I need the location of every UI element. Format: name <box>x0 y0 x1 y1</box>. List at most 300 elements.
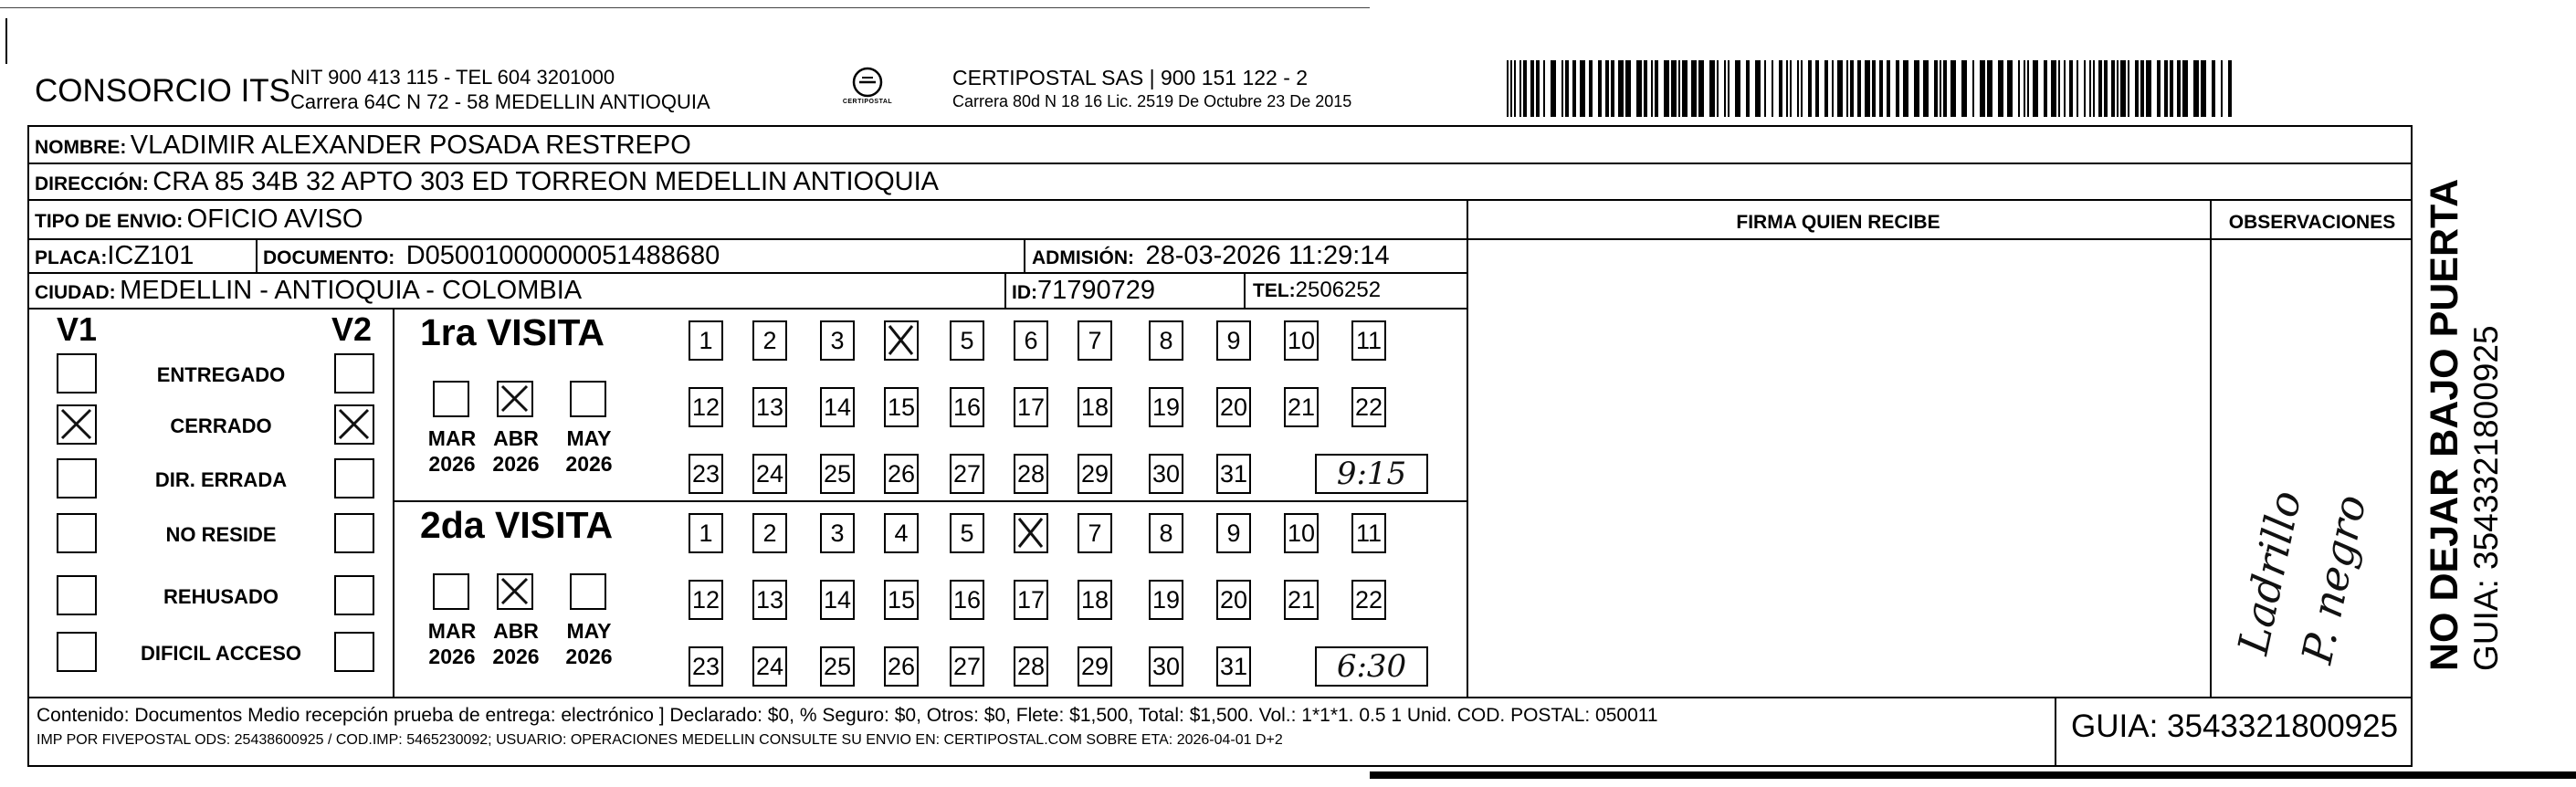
day-cell[interactable] <box>1014 320 1048 361</box>
day-cell[interactable] <box>884 320 919 361</box>
day-number: 1 <box>699 327 713 354</box>
barcode-bar <box>2120 60 2126 117</box>
day-number: 28 <box>1016 653 1046 680</box>
nombre-label: NOMBRE: <box>35 137 127 158</box>
barcode-bar <box>1510 60 1512 117</box>
month-name: MAR <box>427 619 477 643</box>
side-text-block <box>2422 160 2522 671</box>
barcode-bar <box>1824 60 1828 117</box>
day-number: 18 <box>1080 394 1109 421</box>
day-cell[interactable] <box>820 513 855 553</box>
day-cell[interactable] <box>820 580 855 620</box>
v1-checkbox[interactable] <box>57 353 97 394</box>
barcode-bar <box>2221 60 2223 117</box>
day-number: 20 <box>1219 394 1248 421</box>
day-number: 20 <box>1219 586 1248 614</box>
day-number: 22 <box>1354 586 1383 614</box>
day-cell[interactable] <box>689 513 723 553</box>
barcode-bar <box>1797 60 1799 117</box>
barcode-bar <box>1987 60 1992 117</box>
company-info-line2: Carrera 64C N 72 - 58 MEDELLIN ANTIOQUIA <box>290 90 710 113</box>
barcode-bar <box>2089 60 2091 117</box>
barcode-bar <box>1801 60 1803 117</box>
v1-checkbox[interactable] <box>57 575 97 615</box>
month-checkbox[interactable] <box>570 381 606 417</box>
barcode-bar <box>1644 60 1647 117</box>
day-cell[interactable] <box>950 513 984 553</box>
status-label: REHUSADO <box>163 585 279 608</box>
barcode-bar <box>1940 60 1941 117</box>
barcode-bar <box>2212 60 2215 117</box>
month-year: 2026 <box>492 645 540 668</box>
admision-value: 28-03-2026 11:29:14 <box>1145 241 1390 270</box>
day-number: 10 <box>1287 519 1316 547</box>
side-guia: GUIA: 3543321800925 <box>2467 325 2505 671</box>
day-number: 13 <box>755 394 784 421</box>
day-number: 2 <box>762 327 777 354</box>
firma-header: FIRMA QUIEN RECIBE <box>1736 212 1940 233</box>
day-number: 31 <box>1219 653 1248 680</box>
day-cell[interactable] <box>1078 513 1112 553</box>
time-note-box <box>1315 454 1428 494</box>
day-cell[interactable] <box>1078 580 1112 620</box>
direccion-value: CRA 85 34B 32 APTO 303 ED TORREON MEDELLIN ANTIOQUIA <box>152 167 939 196</box>
day-number: 16 <box>952 586 982 614</box>
time-note-box <box>1315 646 1428 687</box>
barcode-bar <box>2098 60 2102 117</box>
placa-row <box>35 241 194 271</box>
day-number: 1 <box>699 519 713 547</box>
v1-checkbox[interactable] <box>57 458 97 498</box>
v2-checkbox[interactable] <box>334 513 374 553</box>
day-number: 17 <box>1016 394 1046 421</box>
barcode-bar <box>2033 60 2038 117</box>
barcode-bar <box>1790 60 1792 117</box>
day-number: 12 <box>691 586 720 614</box>
barcode-bar <box>2084 60 2086 117</box>
tipo-value: OFICIO AVISO <box>186 205 363 234</box>
row-line-4 <box>27 272 1467 274</box>
no-dejar-bajo-puerta: NO DEJAR BAJO PUERTA <box>2423 178 2466 671</box>
v2-checkbox[interactable] <box>334 353 374 394</box>
barcode-bar <box>1543 60 1545 117</box>
observaciones-note-line2: P. negro <box>2292 490 2376 668</box>
status-label: ENTREGADO <box>156 363 286 386</box>
day-x-mark-icon <box>1015 515 1046 551</box>
id-label: ID: <box>1012 282 1037 303</box>
day-cell[interactable] <box>1216 454 1251 494</box>
status-divider <box>393 308 394 697</box>
footer-guia: GUIA: 3543321800925 <box>2071 708 2399 744</box>
day-number: 7 <box>1088 327 1102 354</box>
day-cell[interactable] <box>1216 646 1251 687</box>
barcode-bar <box>1934 60 1938 117</box>
month-year: 2026 <box>428 645 476 668</box>
month-name: MAR <box>427 426 477 450</box>
visit-divider <box>393 500 1467 502</box>
row-line-3 <box>27 238 2413 240</box>
month-checkbox[interactable] <box>497 381 533 417</box>
day-number: 9 <box>1226 327 1241 354</box>
time-note: 9:15 <box>1336 456 1407 492</box>
placa-divider <box>256 238 258 272</box>
day-cell[interactable] <box>1014 513 1048 553</box>
day-number: 14 <box>823 394 852 421</box>
barcode-bar <box>1746 60 1750 117</box>
tel-row <box>1253 278 1381 303</box>
day-number: 5 <box>960 327 974 354</box>
tipo-label: TIPO DE ENVIO: <box>35 211 184 232</box>
tipo-row <box>35 205 363 235</box>
day-cell[interactable] <box>1014 646 1048 687</box>
day-cell[interactable] <box>1284 320 1319 361</box>
company-name: CONSORCIO ITS <box>35 73 291 109</box>
barcode-bar <box>1636 60 1642 117</box>
day-number: 28 <box>1016 460 1046 488</box>
barcode-bar <box>1914 60 1919 117</box>
barcode-bar <box>1837 60 1843 117</box>
day-number: 24 <box>755 460 784 488</box>
day-number: 31 <box>1219 460 1248 488</box>
barcode-bar <box>1523 60 1527 117</box>
footer-content-line1: Contenido: Documentos Medio recepción prueba de entrega: electrónico ] Declarado: $0, % Seguro: $0, Otros: $0, Flete: $1,500, Total: $1,500. Vol.: 1*1*1. 0.5 1 Unid. COD. POSTAL: 050011 <box>37 705 1658 726</box>
month-name: ABR <box>493 619 539 643</box>
day-number: 6 <box>1024 327 1038 354</box>
day-number: 18 <box>1080 586 1109 614</box>
day-number: 10 <box>1287 327 1316 354</box>
barcode-bar <box>1779 60 1782 117</box>
day-cell[interactable] <box>1149 454 1183 494</box>
day-cell[interactable] <box>1284 513 1319 553</box>
day-cell[interactable] <box>950 320 984 361</box>
day-cell[interactable] <box>820 454 855 494</box>
barcode-bar <box>1691 60 1697 117</box>
direccion-row <box>35 167 939 197</box>
barcode-bar <box>1709 60 1715 117</box>
id-row <box>1012 276 1155 306</box>
day-cell[interactable] <box>1149 387 1183 427</box>
row-line-2 <box>27 199 2413 201</box>
barcode-bar <box>2157 60 2161 117</box>
month-year: 2026 <box>492 452 540 476</box>
v2-header: V2 <box>331 310 373 348</box>
tel-value: 2506252 <box>1295 278 1382 302</box>
day-number: 27 <box>952 653 982 680</box>
day-cell[interactable] <box>884 580 919 620</box>
ciudad-value: MEDELLIN - ANTIOQUIA - COLOMBIA <box>120 276 583 305</box>
day-number: 25 <box>823 653 852 680</box>
check-x-icon <box>336 406 372 442</box>
day-cell[interactable] <box>1078 387 1112 427</box>
day-cell[interactable] <box>1149 646 1183 687</box>
month-checkbox[interactable] <box>433 381 469 417</box>
day-cell[interactable] <box>689 454 723 494</box>
barcode-bar <box>1671 60 1677 117</box>
day-cell[interactable] <box>884 513 919 553</box>
barcode-bar <box>1808 60 1812 117</box>
day-cell[interactable] <box>752 387 787 427</box>
barcode-bar <box>1580 60 1585 117</box>
nombre-value: VLADIMIR ALEXANDER POSADA RESTREPO <box>130 131 691 160</box>
day-cell[interactable] <box>1351 387 1386 427</box>
visit-title: 2da VISITA <box>420 504 614 546</box>
barcode-bar <box>1764 60 1766 117</box>
barcode-bar <box>1728 60 1730 117</box>
barcode-bar <box>1972 60 1974 117</box>
placa-value: ICZ101 <box>107 241 195 270</box>
day-number: 13 <box>755 586 784 614</box>
barcode-bar <box>1625 60 1631 117</box>
barcode-bar <box>1678 60 1680 117</box>
barcode-bar <box>2146 60 2151 117</box>
direccion-label: DIRECCIÓN: <box>35 173 149 194</box>
month-name: ABR <box>493 426 539 450</box>
v1-header: V1 <box>57 310 98 348</box>
barcode-bar <box>2104 60 2108 117</box>
day-cell[interactable] <box>1284 580 1319 620</box>
documento-value: D05001000000051488680 <box>405 241 720 270</box>
id-divider <box>1004 272 1006 308</box>
barcode-bar <box>1755 60 1761 117</box>
day-number: 30 <box>1151 460 1181 488</box>
v2-checkbox[interactable] <box>334 404 374 445</box>
barcode-bar <box>2069 60 2073 117</box>
day-cell[interactable] <box>950 580 984 620</box>
day-number: 11 <box>1355 327 1383 354</box>
barcode-bar <box>1565 60 1569 117</box>
day-cell[interactable] <box>1351 580 1386 620</box>
status-label: NO RESIDE <box>165 523 277 546</box>
observaciones-note-line1: Ladrillo <box>2228 486 2311 659</box>
barcode-bar <box>2018 60 2020 117</box>
status-label: DIFICIL ACCESO <box>140 642 301 665</box>
day-number: 7 <box>1088 519 1102 547</box>
day-cell[interactable] <box>1078 646 1112 687</box>
day-number: 14 <box>823 586 852 614</box>
month-year: 2026 <box>428 452 476 476</box>
barcode-bar <box>1611 60 1614 117</box>
day-cell[interactable] <box>752 320 787 361</box>
check-x-icon <box>499 383 531 414</box>
footer-content-line2: IMP POR FIVEPOSTAL ODS: 25438600925 / COD.IMP: 5465230092; USUARIO: OPERACIONES MEDELLIN CONSULTE SU ENVIO EN: CERTIPOSTAL.COM SOBRE ETA: 2026-04-01 D+2 <box>37 732 1283 748</box>
barcode-bar <box>1772 60 1773 117</box>
barcode-bar <box>2051 60 2056 117</box>
row-line-1 <box>27 163 2413 164</box>
day-cell[interactable] <box>884 454 919 494</box>
day-number: 9 <box>1226 519 1241 547</box>
day-cell[interactable] <box>950 646 984 687</box>
barcode-bar <box>2111 60 2115 117</box>
id-value: 71790729 <box>1037 276 1156 305</box>
month-checkbox[interactable] <box>433 573 469 610</box>
day-cell[interactable] <box>1014 580 1048 620</box>
day-cell[interactable] <box>689 646 723 687</box>
left-margin-mark <box>5 18 7 64</box>
barcode-bar <box>2135 60 2139 117</box>
month-year: 2026 <box>565 645 613 668</box>
admision-divider <box>1024 238 1025 272</box>
barcode-bar <box>1879 60 1883 117</box>
day-number: 19 <box>1151 394 1181 421</box>
tel-divider <box>1244 272 1246 308</box>
barcode-bar <box>2027 60 2029 117</box>
v2-checkbox[interactable] <box>334 458 374 498</box>
nombre-row <box>35 131 691 161</box>
footer-guia-divider <box>2055 697 2056 767</box>
day-number: 21 <box>1287 586 1316 614</box>
day-cell[interactable] <box>820 320 855 361</box>
day-cell[interactable] <box>689 320 723 361</box>
check-x-icon <box>499 575 531 607</box>
carrier-info-line1: CERTIPOSTAL SAS | 900 151 122 - 2 <box>952 66 1309 89</box>
day-number: 26 <box>887 653 916 680</box>
row-line-5 <box>27 308 1467 310</box>
day-cell[interactable] <box>752 513 787 553</box>
day-number: 19 <box>1151 586 1181 614</box>
ciudad-label: CIUDAD: <box>35 282 116 303</box>
v1-checkbox[interactable] <box>57 513 97 553</box>
day-number: 5 <box>960 519 974 547</box>
obs-col-line <box>2210 199 2212 697</box>
barcode-bar <box>1786 60 1788 117</box>
barcode-bar <box>1589 60 1593 117</box>
barcode-bar <box>1998 60 2003 117</box>
day-number: 12 <box>691 394 720 421</box>
day-cell[interactable] <box>752 580 787 620</box>
day-cell[interactable] <box>1216 513 1251 553</box>
barcode-bar <box>1598 60 1602 117</box>
day-cell[interactable] <box>1149 580 1183 620</box>
barcode-bar <box>2117 60 2119 117</box>
barcode-bar <box>1832 60 1834 117</box>
month-checkbox[interactable] <box>497 573 533 610</box>
company-info-line1: NIT 900 413 115 - TEL 604 3201000 <box>290 66 615 89</box>
barcode-bar <box>1735 60 1740 117</box>
barcode-bar <box>1961 60 1967 117</box>
day-number: 11 <box>1355 519 1383 547</box>
day-number: 22 <box>1354 394 1383 421</box>
barcode-bar <box>2164 60 2168 117</box>
barcode-bar <box>1507 60 1509 117</box>
bottom-rule <box>1370 771 2576 779</box>
visit-title: 1ra VISITA <box>420 311 605 353</box>
barcode-bar <box>1536 60 1540 117</box>
barcode-bar <box>2177 60 2181 117</box>
day-number: 30 <box>1151 653 1181 680</box>
day-cell[interactable] <box>820 387 855 427</box>
day-cell[interactable] <box>1149 320 1183 361</box>
certipostal-logo <box>836 64 899 110</box>
placa-label: PLACA: <box>35 247 108 268</box>
day-cell[interactable] <box>884 646 919 687</box>
day-cell[interactable] <box>752 454 787 494</box>
barcode-bar <box>2193 60 2199 117</box>
day-number: 29 <box>1080 460 1109 488</box>
day-number: 2 <box>762 519 777 547</box>
firma-col-line <box>1467 199 1468 697</box>
barcode-bar <box>1896 60 1899 117</box>
barcode-bar <box>2064 60 2066 117</box>
time-note: 6:30 <box>1336 648 1407 685</box>
barcode-bar <box>2058 60 2060 117</box>
day-cell[interactable] <box>1078 320 1112 361</box>
month-name: MAY <box>566 619 612 643</box>
barcode-bar <box>2228 60 2232 117</box>
barcode-bar <box>1717 60 1719 117</box>
barcode-bar <box>1698 60 1704 117</box>
day-cell[interactable] <box>689 580 723 620</box>
barcode-bar <box>1865 60 1870 117</box>
day-cell[interactable] <box>884 387 919 427</box>
day-cell[interactable] <box>1216 580 1251 620</box>
day-cell[interactable] <box>1351 513 1386 553</box>
day-cell[interactable] <box>1216 387 1251 427</box>
barcode-bar <box>1655 60 1658 117</box>
barcode-bar <box>1872 60 1876 117</box>
barcode-bar <box>1618 60 1624 117</box>
barcode-bar <box>2024 60 2025 117</box>
day-cell[interactable] <box>752 646 787 687</box>
barcode-bar <box>2128 60 2129 117</box>
barcode-bar <box>1561 60 1563 117</box>
barcode-bar <box>2093 60 2095 117</box>
day-cell[interactable] <box>1351 320 1386 361</box>
barcode-bar <box>1651 60 1653 117</box>
v1-checkbox[interactable] <box>57 404 97 445</box>
barcode-bar <box>1551 60 1556 117</box>
barcode-bar <box>1530 60 1534 117</box>
day-cell[interactable] <box>820 646 855 687</box>
admision-label: ADMISIÓN: <box>1032 247 1134 268</box>
barcode-bar <box>2007 60 2013 117</box>
v2-checkbox[interactable] <box>334 575 374 615</box>
v1-checkbox[interactable] <box>57 632 97 672</box>
day-number: 27 <box>952 460 982 488</box>
day-cell[interactable] <box>1216 320 1251 361</box>
day-cell[interactable] <box>950 387 984 427</box>
barcode-bar <box>1514 60 1516 117</box>
barcode-bar <box>1682 60 1688 117</box>
top-rule <box>0 7 1370 8</box>
day-cell[interactable] <box>1014 387 1048 427</box>
day-cell[interactable] <box>1014 454 1048 494</box>
day-number: 24 <box>755 653 784 680</box>
v2-checkbox[interactable] <box>334 632 374 672</box>
barcode-bar <box>1664 60 1669 117</box>
day-number: 15 <box>887 394 916 421</box>
barcode-bar <box>2182 60 2188 117</box>
barcode-bar <box>2170 60 2173 117</box>
day-cell[interactable] <box>689 387 723 427</box>
day-number: 26 <box>887 460 916 488</box>
day-number: 25 <box>823 460 852 488</box>
day-number: 23 <box>691 460 720 488</box>
barcode-bar <box>1572 60 1576 117</box>
logo-text: CERTIPOSTAL <box>842 99 893 105</box>
day-cell[interactable] <box>1149 513 1183 553</box>
day-cell[interactable] <box>1078 454 1112 494</box>
month-checkbox[interactable] <box>570 573 606 610</box>
barcode-bar <box>1846 60 1848 117</box>
month-name: MAY <box>566 426 612 450</box>
barcode-bar <box>2201 60 2206 117</box>
day-number: 3 <box>830 327 845 354</box>
admision-row <box>1032 241 1390 271</box>
barcode-bar <box>1850 60 1854 117</box>
day-cell[interactable] <box>1284 387 1319 427</box>
barcode-bar <box>1887 60 1890 117</box>
day-cell[interactable] <box>950 454 984 494</box>
